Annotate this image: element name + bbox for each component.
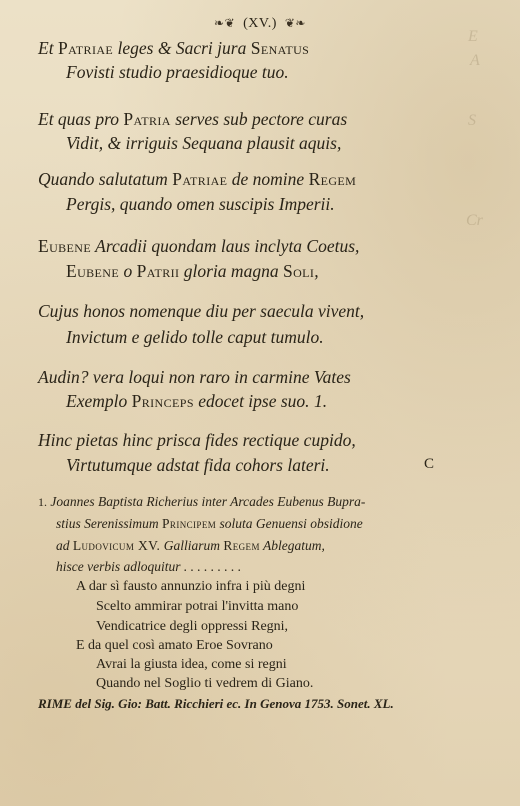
- stanza-2-line-2: Vidit, & irriguis Sequana plausit aquis,: [66, 133, 342, 153]
- stanza-4-line-2: [66, 261, 319, 282]
- text-run: hisce verbis adloquitur . . . . . . . . .: [56, 559, 242, 574]
- small-caps-word: Princeps: [131, 391, 194, 411]
- small-caps-word: Patriae: [57, 38, 114, 58]
- small-caps-word: Regem: [223, 538, 260, 553]
- stanza-7-line-2: Virtutumque adstat fida cohors lateri.: [66, 455, 330, 475]
- italian-line-6: Quando nel Soglio ti vedrem di Giano.: [96, 676, 314, 691]
- text-run: Quando salutatum: [38, 169, 173, 189]
- text-run: Arcadii quondam laus inclyta Coetus,: [91, 236, 360, 256]
- page-header: [0, 16, 520, 32]
- stanza-6-line-2: [66, 391, 327, 412]
- small-caps-word: Principem: [162, 516, 217, 531]
- text-run: de nomine: [227, 169, 309, 189]
- small-caps-word: Patria: [123, 109, 171, 129]
- small-caps-word: Patriae: [172, 169, 228, 189]
- stanza-1-line-2: Fovisti studio praesidioque tuo.: [66, 62, 289, 82]
- footnote-line-1: [38, 494, 365, 510]
- text-run: o: [119, 261, 137, 281]
- text-run: serves sub pectore curas: [170, 109, 348, 129]
- stanza-4-line-1: [38, 236, 359, 257]
- text-run: Et: [38, 38, 58, 58]
- footnote-line-2: [56, 516, 363, 532]
- small-caps-word: Ludovicum XV.: [72, 538, 161, 553]
- text-run: Exemplo: [66, 391, 132, 411]
- text-run: gloria magna: [179, 261, 283, 281]
- text-run: 1.: [313, 391, 328, 411]
- text-run: Ablegatum,: [259, 538, 325, 553]
- text-run: ,: [314, 261, 319, 281]
- text-run: edocet ipse suo.: [193, 391, 314, 411]
- signature-mark: C: [424, 456, 435, 472]
- footnote-line-4: [56, 559, 241, 575]
- text-run: stius Serenissimum: [56, 516, 163, 531]
- small-caps-word: Regem: [308, 169, 357, 189]
- text-run: Et quas pro: [38, 109, 124, 129]
- text-run: Galliarum: [160, 538, 224, 553]
- text-run: soluta Genuensi obsidione: [216, 516, 363, 531]
- stanza-1-line-1: [38, 38, 309, 59]
- stanza-5-line-1: [38, 301, 364, 322]
- ornament-right-icon: ❦❧: [284, 16, 306, 30]
- footnote-line-3: [56, 538, 325, 554]
- italian-line-3: Vendicatrice degli oppressi Regni,: [96, 619, 289, 634]
- bleed-through: E: [468, 28, 478, 45]
- bleed-through: A: [470, 52, 480, 69]
- bleed-through: S: [468, 112, 476, 129]
- stanza-2-line-1: [38, 109, 347, 130]
- footnote-number: 1.: [38, 495, 47, 509]
- text-run: leges & Sacri jura: [113, 38, 251, 58]
- footnote-text: [50, 494, 365, 509]
- stanza-3-line-2: Pergis, quando omen suscipis Imperii.: [66, 194, 335, 214]
- italian-line-4: E da quel così amato Eroe Sovrano: [76, 638, 273, 653]
- page-number: (XV.): [243, 16, 277, 31]
- stanza-7-line-1: [38, 430, 356, 451]
- ornament-left-icon: ❧❦: [214, 16, 236, 30]
- stanza-5-line-2: Invictum e gelido tolle caput tumulo.: [66, 327, 324, 347]
- text-run: Audin? vera loqui non raro in carmine Vates: [38, 367, 351, 387]
- text-run: Joannes Baptista Richerius inter Arcades Eubenus Bupra-: [50, 494, 366, 509]
- italian-line-2: Scelto ammirar potrai l'invitta mano: [96, 599, 299, 614]
- text-run: ad: [56, 538, 73, 553]
- citation: RIME del Sig. Gio: Batt. Ricchieri ec. In Genova 1753. Sonet. XL.: [38, 696, 394, 711]
- stanza-6-line-1: [38, 367, 351, 388]
- small-caps-word: Senatus: [250, 38, 310, 58]
- stanza-3-line-1: [38, 169, 356, 190]
- small-caps-word: Eubene: [38, 236, 92, 256]
- small-caps-word: Soli: [282, 261, 315, 281]
- small-caps-word: Eubene: [66, 261, 120, 281]
- text-run: Hinc pietas hinc prisca fides rectique cupido,: [38, 430, 356, 450]
- bleed-through: Cr: [466, 212, 483, 229]
- small-caps-word: Patrii: [136, 261, 180, 281]
- italian-line-5: Avrai la giusta idea, come si regni: [96, 657, 287, 672]
- text-run: Cujus honos nomenque diu per saecula vivent,: [38, 301, 365, 321]
- italian-line-1: A dar sì fausto annunzio infra i più degni: [76, 579, 306, 594]
